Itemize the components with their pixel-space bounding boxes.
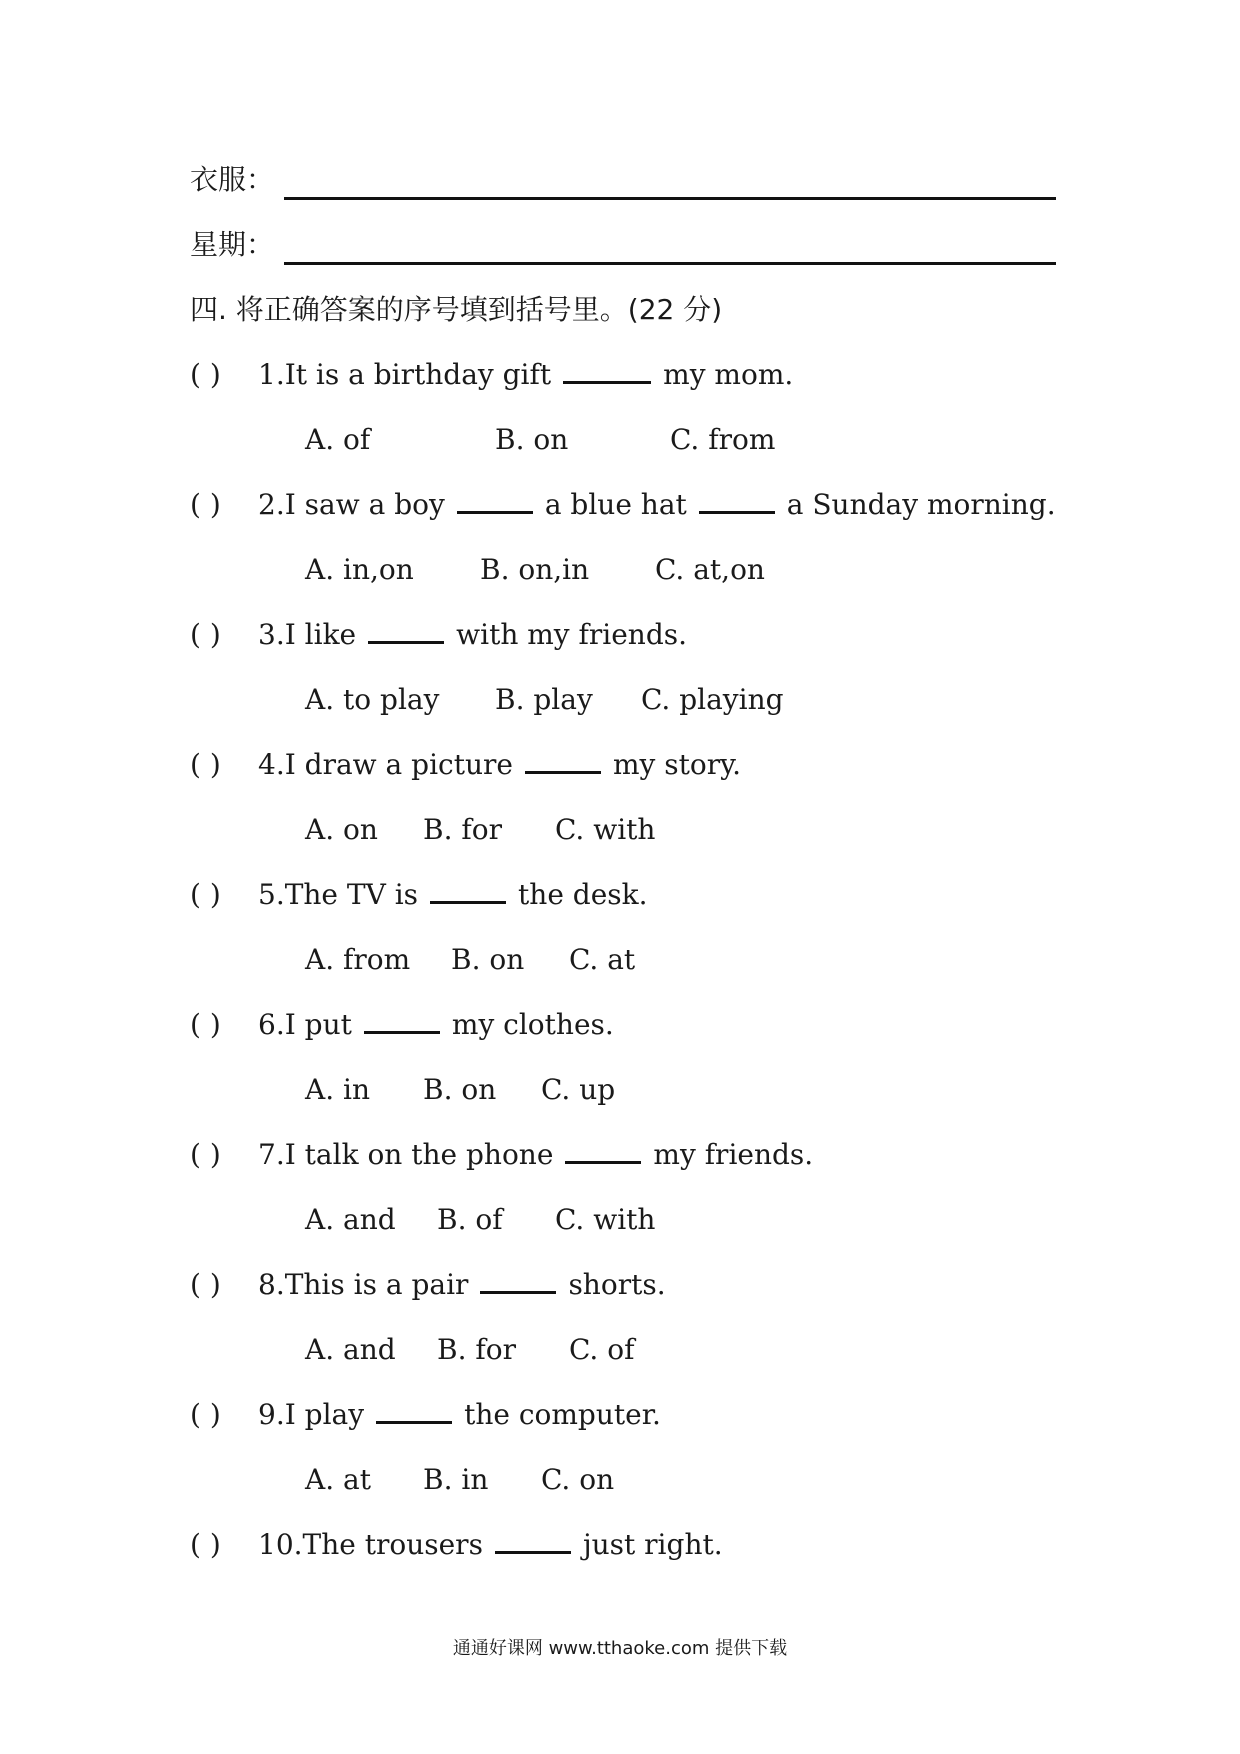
blank (368, 615, 444, 644)
option-c: C. with (555, 813, 656, 846)
option-b: B. for (437, 1333, 516, 1366)
question-number: 5. (258, 878, 285, 911)
question-text: I saw a boy (284, 488, 445, 521)
blank (364, 1005, 440, 1034)
option-c: C. from (670, 423, 776, 456)
question-6 (190, 1005, 614, 1045)
question-text: The trousers (302, 1528, 483, 1561)
options-2 (305, 550, 765, 590)
section-heading: 四. 将正确答案的序号填到括号里。(22 分) (190, 293, 723, 326)
page-footer: 通通好课网 www.tthaoke.com 提供下载 (452, 1638, 788, 1659)
option-a: A. to play (305, 683, 440, 716)
weekday-answer-line[interactable] (284, 262, 1056, 265)
question-text: with my friends. (456, 618, 688, 651)
option-b: B. in (423, 1463, 489, 1496)
answer-bracket[interactable]: ( ) (190, 488, 221, 521)
options-5 (305, 940, 635, 980)
options-4 (305, 810, 655, 850)
question-number: 10. (258, 1528, 303, 1561)
question-text: The TV is (284, 878, 419, 911)
option-a: A. and (305, 1203, 396, 1236)
question-text: shorts. (568, 1268, 666, 1301)
option-a: A. at (305, 1463, 371, 1496)
option-b: B. for (423, 813, 502, 846)
option-a: A. of (305, 423, 371, 456)
blank (430, 875, 506, 904)
answer-bracket[interactable]: ( ) (190, 1528, 221, 1561)
question-text: my friends. (653, 1138, 814, 1171)
question-text: It is a birthday gift (284, 358, 552, 391)
option-a: A. on (305, 813, 378, 846)
question-text: my story. (612, 748, 742, 781)
question-text: just right. (582, 1528, 723, 1561)
blank (525, 745, 601, 774)
option-b: B. of (437, 1203, 503, 1236)
question-text: I like (284, 618, 357, 651)
answer-bracket[interactable]: ( ) (190, 748, 221, 781)
answer-bracket[interactable]: ( ) (190, 1138, 221, 1171)
answer-bracket[interactable]: ( ) (190, 878, 221, 911)
question-text: my clothes. (451, 1008, 614, 1041)
question-9 (190, 1395, 661, 1435)
question-text: a Sunday morning. (786, 488, 1056, 521)
question-number: 3. (258, 618, 285, 651)
options-1 (305, 420, 775, 460)
question-8 (190, 1265, 666, 1305)
blank (457, 485, 533, 514)
weekday-label: 星期： (190, 228, 275, 261)
option-b: B. on (451, 943, 525, 976)
answer-bracket[interactable]: ( ) (190, 358, 221, 391)
question-text: I talk on the phone (284, 1138, 554, 1171)
option-a: A. in,on (305, 553, 414, 586)
options-8 (305, 1330, 634, 1370)
option-a: A. in (305, 1073, 371, 1106)
question-number: 9. (258, 1398, 285, 1431)
option-a: A. and (305, 1333, 396, 1366)
answer-bracket[interactable]: ( ) (190, 618, 221, 651)
option-c: C. of (569, 1333, 635, 1366)
question-1 (190, 355, 793, 395)
option-b: B. on (423, 1073, 497, 1106)
option-c: C. on (541, 1463, 615, 1496)
question-10 (190, 1525, 723, 1565)
option-b: B. on,in (480, 553, 590, 586)
blank (565, 1135, 641, 1164)
answer-bracket[interactable]: ( ) (190, 1268, 221, 1301)
blank (563, 355, 651, 384)
question-5 (190, 875, 648, 915)
clothes-field (190, 160, 1056, 200)
options-7 (305, 1200, 655, 1240)
blank (376, 1395, 452, 1424)
question-text: a blue hat (544, 488, 687, 521)
question-text: my mom. (663, 358, 794, 391)
question-7 (190, 1135, 813, 1175)
question-number: 8. (258, 1268, 285, 1301)
option-c: C. at (569, 943, 636, 976)
option-c: C. with (555, 1203, 656, 1236)
options-9 (305, 1460, 614, 1500)
options-6 (305, 1070, 615, 1110)
option-c: C. up (541, 1073, 616, 1106)
clothes-answer-line[interactable] (284, 197, 1056, 200)
clothes-label: 衣服： (190, 163, 275, 196)
question-number: 6. (258, 1008, 285, 1041)
question-4 (190, 745, 741, 785)
question-2 (190, 485, 1056, 525)
question-number: 7. (258, 1138, 285, 1171)
blank (495, 1525, 571, 1554)
option-c: C. at,on (655, 553, 765, 586)
question-3 (190, 615, 687, 655)
question-number: 2. (258, 488, 285, 521)
question-number: 1. (258, 358, 285, 391)
answer-bracket[interactable]: ( ) (190, 1398, 221, 1431)
options-3 (305, 680, 784, 720)
option-b: B. on (495, 423, 569, 456)
question-text: I put (284, 1008, 352, 1041)
weekday-field (190, 225, 1056, 265)
question-text: I draw a picture (284, 748, 513, 781)
question-text: the desk. (518, 878, 648, 911)
blank (480, 1265, 556, 1294)
option-b: B. play (495, 683, 593, 716)
question-text: the computer. (464, 1398, 661, 1431)
option-c: C. playing (641, 683, 784, 716)
question-text: This is a pair (284, 1268, 469, 1301)
option-a: A. from (305, 943, 411, 976)
answer-bracket[interactable]: ( ) (190, 1008, 221, 1041)
blank (699, 485, 775, 514)
question-number: 4. (258, 748, 285, 781)
question-text: I play (284, 1398, 365, 1431)
